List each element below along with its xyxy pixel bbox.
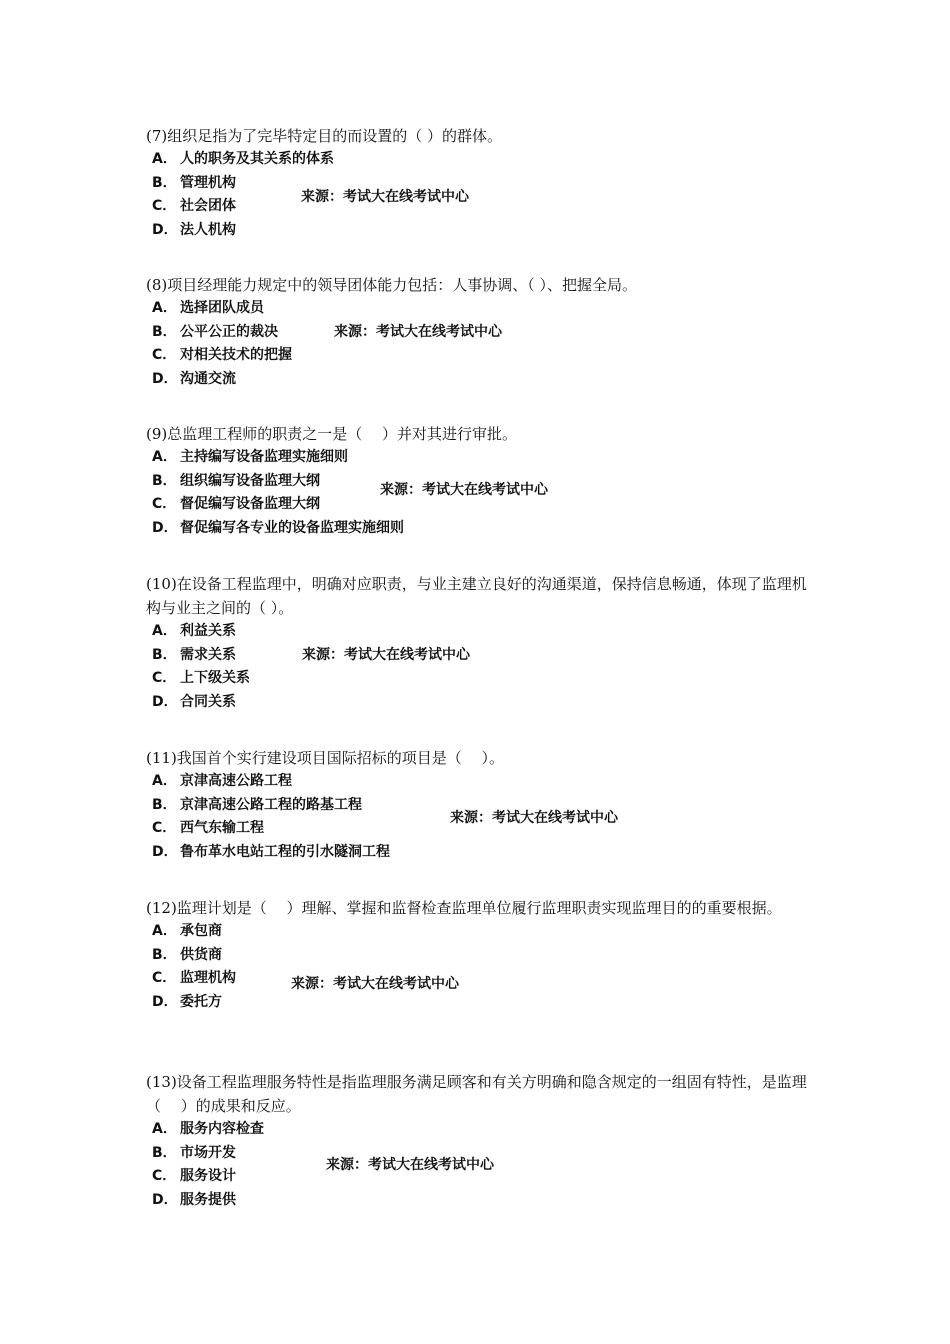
option-d: D． 沟通交流 [152, 370, 236, 387]
question-stem: (11)我国首个实行建设项目国际招标的项目是（ ）。 [146, 749, 505, 767]
question-stem: (10)在设备工程监理中，明确对应职责，与业主建立良好的沟通渠道，保持信息畅通，体现了监理机构与业主之间的（ ）。 [146, 575, 807, 617]
source-label: 来源：考试大在线考试中心 [334, 324, 502, 340]
option-c: C． 督促编写设备监理大纲 [152, 496, 320, 512]
question-7 [146, 124, 814, 242]
option-d: D． 鲁布革水电站工程的引水隧洞工程 [152, 843, 390, 860]
option-c: C． 服务设计 [152, 1168, 236, 1184]
source-label: 来源：考试大在线考试中心 [302, 647, 470, 663]
option-a: A． 选择团队成员 [152, 300, 264, 316]
option-a: A． 京津高速公路工程 [152, 773, 292, 789]
question-11 [146, 746, 814, 864]
option-d: D． 法人机构 [152, 221, 236, 238]
option-a: A． 人的职务及其关系的体系 [152, 151, 334, 167]
option-a: A． 利益关系 [152, 623, 236, 639]
option-a: A． 承包商 [152, 923, 222, 939]
option-c: C． 对相关技术的把握 [152, 347, 292, 363]
source-label: 来源：考试大在线考试中心 [450, 810, 618, 826]
option-a: A． 主持编写设备监理实施细则 [152, 449, 348, 465]
option-b: B． 供货商 [152, 946, 222, 963]
option-b: B． 组织编写设备监理大纲 [152, 472, 320, 489]
option-c: C． 社会团体 [152, 198, 236, 214]
option-d: D． 合同关系 [152, 693, 236, 710]
option-b: B． 管理机构 [152, 174, 236, 191]
option-b: B． 公平公正的裁决 [152, 323, 278, 340]
source-label: 来源：考试大在线考试中心 [291, 976, 459, 992]
option-c: C． 上下级关系 [152, 670, 250, 686]
option-d: D． 委托方 [152, 993, 222, 1010]
option-c: C． 西气东输工程 [152, 820, 264, 836]
question-stem: (13)设备工程监理服务特性是指监理服务满足顾客和有关方明确和隐含规定的一组固有特性，是监理（ ）的成果和反应。 [146, 1073, 807, 1115]
question-stem: (9)总监理工程师的职责之一是（ ）并对其进行审批。 [146, 425, 518, 443]
question-12 [146, 896, 814, 1014]
source-label: 来源：考试大在线考试中心 [380, 482, 548, 498]
question-stem: (8)项目经理能力规定中的领导团体能力包括：人事协调、（ ）、把握全局。 [146, 276, 638, 294]
option-c: C． 监理机构 [152, 970, 236, 986]
option-a: A． 服务内容检查 [152, 1121, 264, 1137]
question-13 [146, 1070, 814, 1212]
option-d: D． 督促编写各专业的设备监理实施细则 [152, 519, 404, 536]
option-b: B． 市场开发 [152, 1144, 236, 1161]
source-label: 来源：考试大在线考试中心 [301, 189, 469, 205]
option-d: D． 服务提供 [152, 1191, 236, 1208]
option-b: B． 需求关系 [152, 646, 236, 663]
question-10 [146, 572, 814, 714]
option-b: B． 京津高速公路工程的路基工程 [152, 796, 362, 813]
question-stem: (7)组织足指为了完毕特定目的而设置的（ ）的群体。 [146, 127, 503, 145]
source-label: 来源：考试大在线考试中心 [326, 1157, 494, 1173]
question-stem: (12)监理计划是（ ）理解、掌握和监督检查监理单位履行监理职责实现监理目的的重要根据。 [146, 899, 782, 917]
